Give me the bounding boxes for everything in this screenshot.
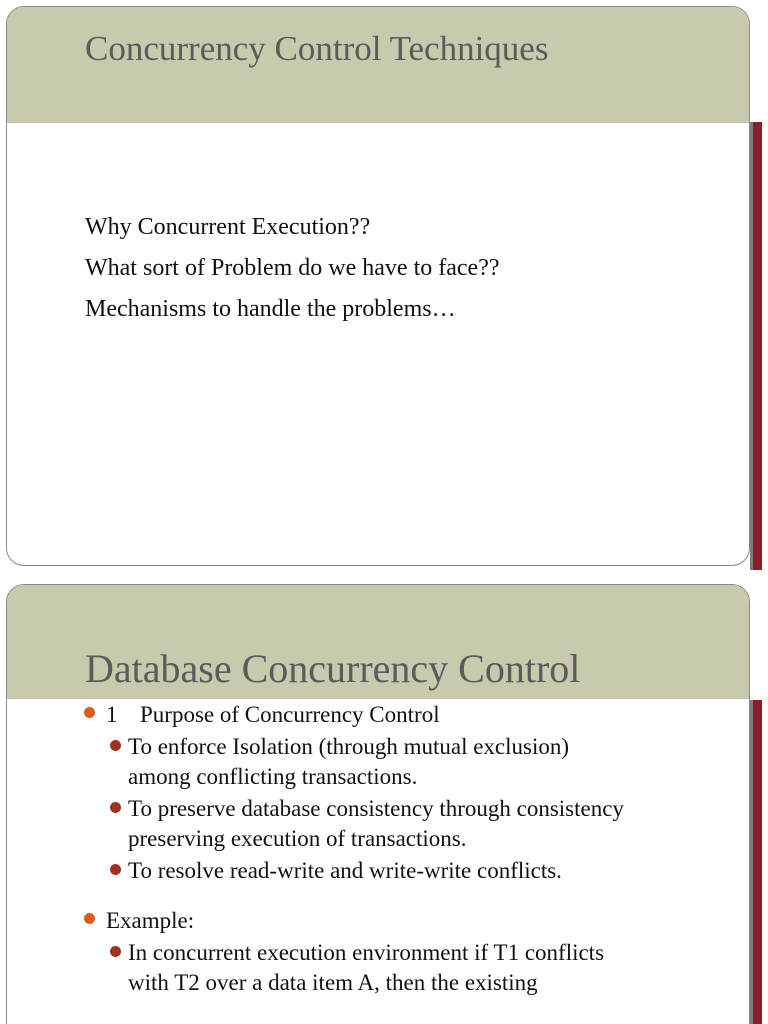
bullet-text: Purpose of Concurrency Control [140,702,440,727]
sub-bullet-item [80,856,744,886]
bullet-dot-icon [84,913,95,924]
slide-1-line: What sort of Problem do we have to face?? [85,255,500,281]
slide-1-frame [6,6,750,566]
sub-bullet-dot-icon [110,946,121,957]
slide-1-line: Why Concurrent Execution?? [85,214,371,240]
slide-1-title: Concurrency Control Techniques [85,29,549,68]
spacer [80,886,744,906]
slide-2-title: Database Concurrency Control [85,646,581,691]
slide-1-text-list [85,207,500,330]
slide-1-line: Mechanisms to handle the problems… [85,296,456,322]
sub-bullet-item [80,938,744,998]
bullet-text: Example: [106,908,195,933]
sub-bullet-dot-icon [110,864,121,875]
sub-bullet-text: In concurrent execution environment if T1 conflicts with T2 over a data item A, then the existing [128,940,605,995]
sub-bullet-text: To enforce Isolation (through mutual exclusion) among conflicting transactions. [128,734,570,789]
slide-2-bullet-list [80,700,744,998]
sub-bullet-text: To resolve read-write and write-write conflicts. [128,858,562,883]
slide-2-accent-stripe [750,700,762,1024]
bullet-dot-icon [84,707,95,718]
slide-1-accent-stripe [750,122,762,570]
sub-bullet-item [80,794,744,854]
sub-bullet-item [80,732,744,792]
sub-bullet-dot-icon [110,802,121,813]
slide-1-title-bar [7,7,749,123]
bullet-number: 1 [106,702,118,727]
slide-2-title-bar [7,585,749,699]
sub-bullet-text: To preserve database consistency through consistency preserving execution of transactions. [128,796,624,851]
bullet-item [80,906,744,936]
slide-2 [0,578,768,1024]
sub-bullet-dot-icon [110,740,121,751]
bullet-item [80,700,744,730]
